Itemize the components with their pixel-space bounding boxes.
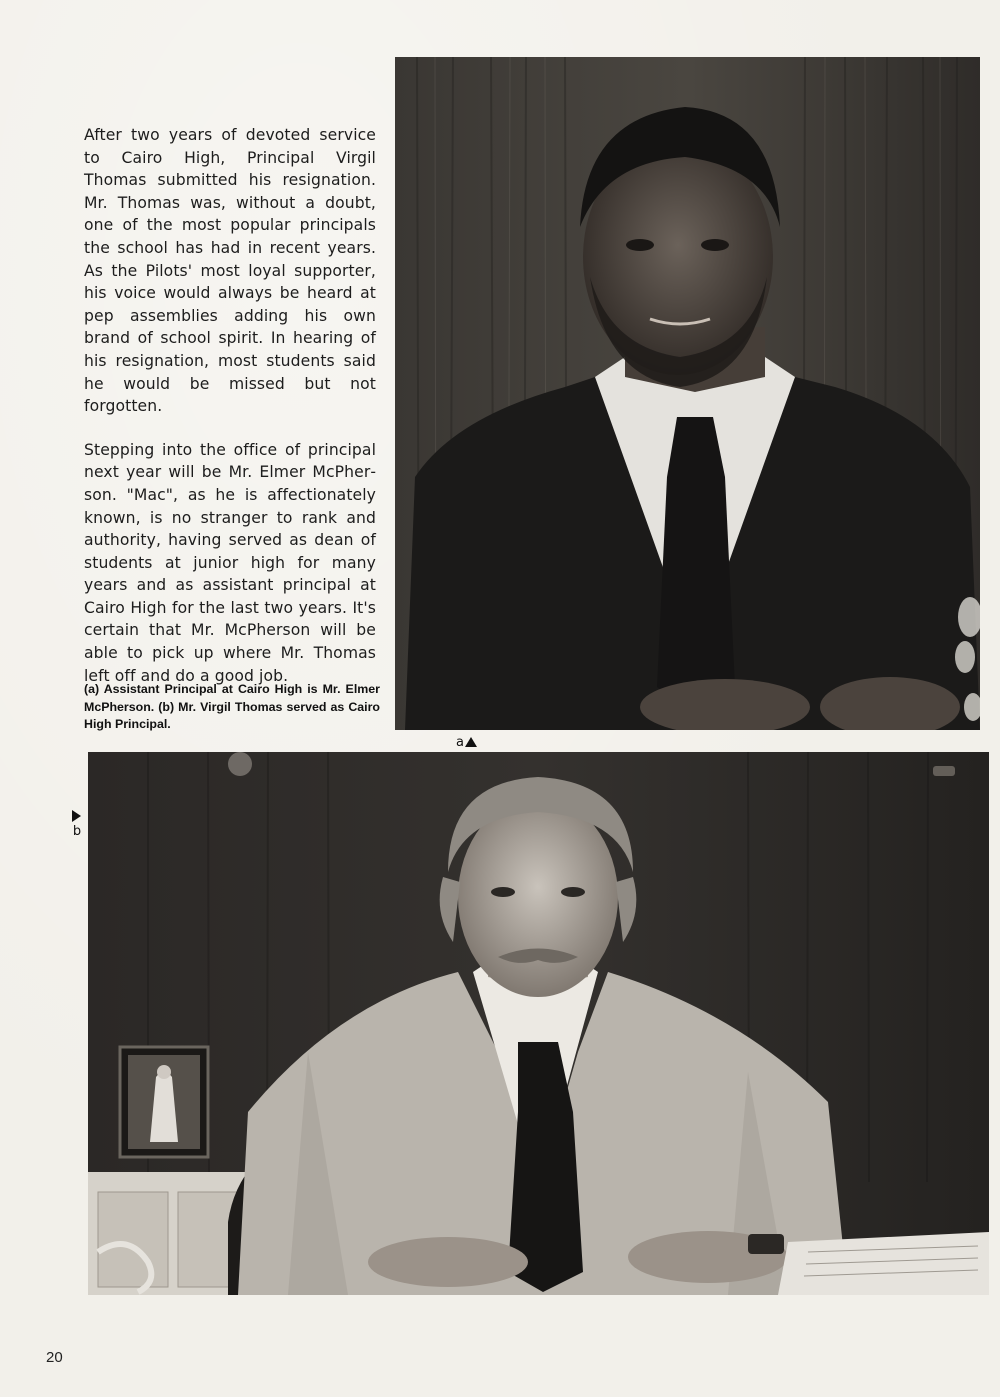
- page-number: 20: [46, 1349, 63, 1366]
- photo-b-marker-letter: b: [72, 824, 82, 839]
- article-paragraph-2: Stepping into the office of principal next year will be Mr. Elmer McPherson. "Mac", as he is affectionately known, is no stranger to rank and authority, having served as dean of students at junior high for many years and as assistant principal at Cairo High for the last two years. It's certain that Mr. McPherson will be able to pick up where Mr. Thomas left off and do a good job.: [84, 440, 376, 685]
- photo-b: [88, 752, 989, 1295]
- article-paragraph-1: After two years of devoted service to Cairo High, Principal Virgil Thomas submitted his resignation. Mr. Thomas was, without a doubt, one of the most popular principals the school has had in recent years. As the Pilots' most loyal supporter, his voice would always be heard at pep assemblies adding his own brand of school spirit. In hearing of his resignation, most students said he would be missed but not forgotten.: [84, 126, 376, 416]
- article-body: [84, 124, 376, 708]
- triangle-up-icon: [465, 737, 477, 747]
- photo-a-marker-letter: a: [456, 735, 464, 750]
- photo-b-marker: [70, 808, 84, 839]
- photo-a-marker: [456, 735, 477, 751]
- photo-caption: (a) Assistant Principal at Cairo High is Mr. Elmer McPherson. (b) Mr. Virgil Thomas served as Cairo High Principal.: [84, 682, 380, 731]
- photo-portrait-icon: [88, 752, 989, 1295]
- photo-a: [395, 57, 980, 730]
- photo-portrait-icon: [395, 57, 980, 730]
- triangle-right-icon: [72, 810, 81, 822]
